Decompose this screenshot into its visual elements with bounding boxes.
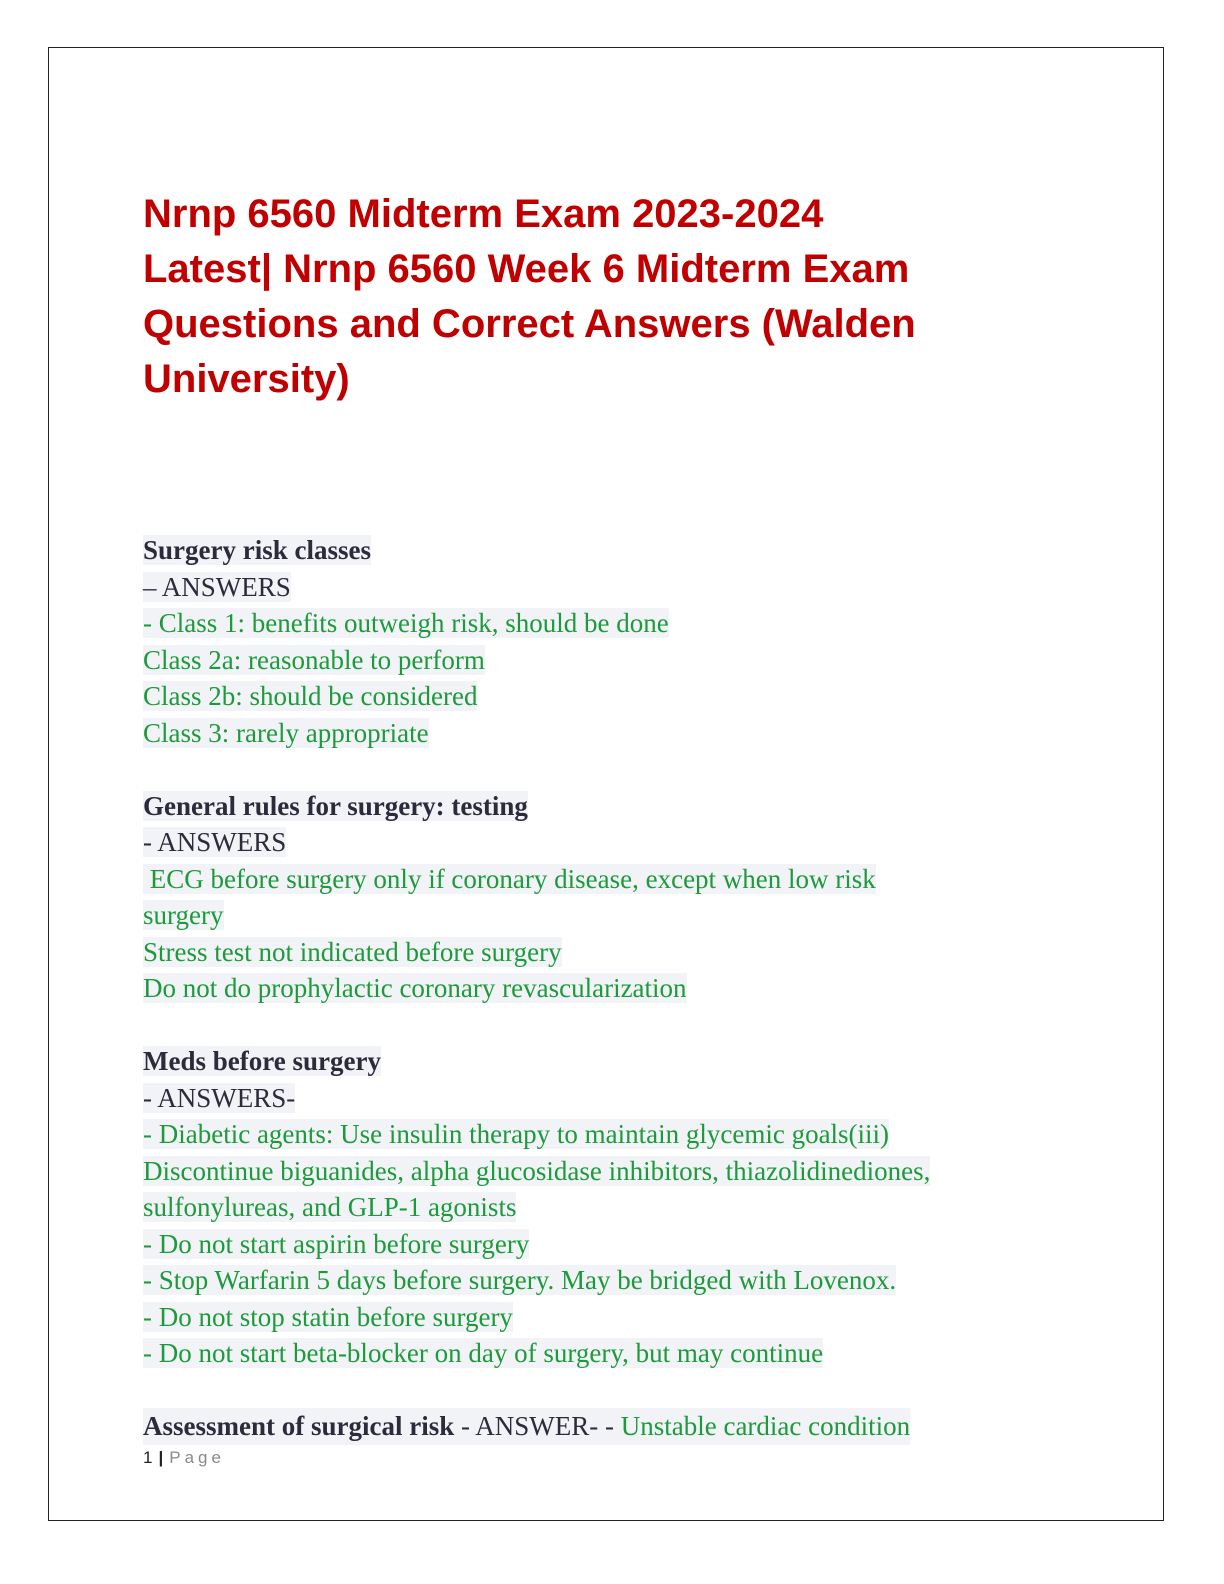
answer-line: ECG before surgery only if coronary disease, except when low risk [143, 863, 876, 894]
answer-line: sulfonylureas, and GLP-1 agonists [143, 1192, 517, 1222]
answer-line: Class 2a: reasonable to perform [143, 644, 485, 675]
title-line: Latest| Nrnp 6560 Week 6 Midterm Exam [143, 247, 910, 291]
footer-separator: | [158, 1448, 164, 1467]
question-text: Meds before surgery [143, 1046, 381, 1076]
document-title [143, 187, 1103, 407]
qa-section-surgery-risk-classes [143, 532, 1103, 751]
answers-label: - ANSWERS- [143, 1082, 296, 1113]
answers-label: - ANSWERS [143, 827, 287, 857]
question-text: General rules for surgery: testing [143, 790, 528, 821]
section-gap [143, 751, 1103, 788]
answer-line: Class 2b: should be considered [143, 681, 478, 711]
title-line: University) [143, 357, 350, 401]
answer-line: - Do not stop statin before surgery [143, 1301, 513, 1332]
page-footer [143, 1448, 225, 1468]
title-line: Questions and Correct Answers (Walden [143, 302, 916, 346]
qa-section-testing-rules [143, 788, 1103, 1007]
answer-line: Discontinue biguanides, alpha glucosidase inhibitors, thiazolidinediones, [143, 1155, 931, 1186]
page-label: Page [169, 1448, 225, 1467]
answer-line: Unstable cardiac condition [620, 1411, 911, 1441]
answer-line: - Class 1: benefits outweigh risk, should be done [143, 608, 669, 638]
answer-line: - Do not start beta-blocker on day of surgery, but may continue [143, 1338, 824, 1368]
section-gap [143, 1372, 1103, 1409]
answer-line: Stress test not indicated before surgery [143, 936, 562, 967]
answer-line: Do not do prophylactic coronary revascularization [143, 973, 687, 1003]
answer-line: surgery [143, 900, 224, 930]
question-text: Assessment of surgical risk [143, 1411, 455, 1441]
qa-content [143, 532, 1103, 1445]
answer-line: - Stop Warfarin 5 days before surgery. May be bridged with Lovenox. [143, 1265, 897, 1295]
answer-line: - Do not start aspirin before surgery [143, 1228, 530, 1259]
qa-section-surgical-risk-assessment [143, 1408, 1103, 1445]
qa-section-meds-before-surgery [143, 1043, 1103, 1372]
question-text: Surgery risk classes [143, 535, 371, 565]
page-number: 1 [143, 1448, 153, 1467]
answers-label: – ANSWERS [143, 571, 291, 602]
title-line: Nrnp 6560 Midterm Exam 2023-2024 [143, 192, 824, 236]
section-gap [143, 1007, 1103, 1044]
answer-line: - Diabetic agents: Use insulin therapy to maintain glycemic goals(iii) [143, 1119, 890, 1149]
answers-label: - ANSWER- - [454, 1411, 621, 1441]
answer-line: Class 3: rarely appropriate [143, 717, 429, 748]
